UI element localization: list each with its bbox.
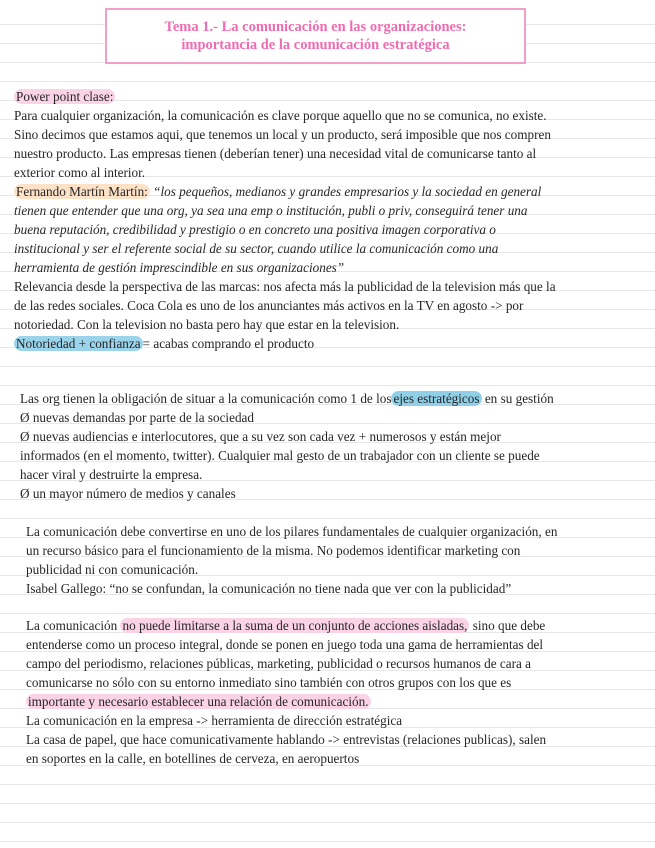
ejes-highlight: ejes estratégicos	[393, 391, 480, 406]
text-segment: La comunicación	[26, 618, 121, 633]
text-line: notoriedad. Con la television no basta pero hay que estar en la television.	[14, 317, 400, 332]
text-line: Sino decimos que estamos aqui, que tenemos un local y un producto, será imposible que nos compren	[14, 127, 551, 142]
section-strategic-axes	[20, 389, 554, 503]
text-line: entenderse como un proceso integral, donde se ponen en juego toda una gama de herramientas del	[26, 637, 544, 652]
section-pillars	[26, 522, 557, 598]
quote-text: institucional y ser el referente social de su sector, cuando utilice la comunicación como una	[14, 241, 499, 256]
text-line: Para cualquier organización, la comunicación es clave porque aquello que no se comunica, no existe.	[14, 108, 547, 123]
text-line: en soportes en la calle, en botellines de cerveza, en aeropuertos	[26, 751, 360, 766]
text-line: exterior como al interior.	[14, 165, 146, 180]
acciones-highlight: no puede limitarse a la suma de un conjunto de acciones aisladas,	[122, 618, 468, 633]
quote-text: “los pequeños, medianos y grandes empresarios y la sociedad en general	[149, 184, 542, 199]
bullet-item: hacer viral y destruirte la empresa.	[20, 467, 203, 482]
bullet-item: informados (en el momento, twitter). Cualquier mal gesto de un trabajador con un cliente se puede	[20, 448, 540, 463]
relacion-highlight: importante y necesario establecer una relación de comunicación.	[28, 694, 369, 709]
intro-text: Las org tienen la obligación de situar a la comunicación como 1 de los	[20, 391, 392, 406]
bullet-item: Ø nuevas demandas por parte de la sociedad	[20, 410, 254, 425]
text-line: publicidad ni con comunicación.	[26, 562, 199, 577]
text-line: campo del periodismo, relaciones públicas, marketing, publicidad o recursos humanos de cara a	[26, 656, 531, 671]
formula-rest: = acabas comprando el producto	[142, 336, 315, 351]
text-line: un recurso básico para el funcionamiento de la misma. No podemos identificar marketing con	[26, 543, 521, 558]
bullet-item: Ø nuevas audiencias e interlocutores, que a su vez son cada vez + numerosos y están mejor	[20, 429, 501, 444]
text-line: La casa de papel, que hace comunicativamente hablando -> entrevistas (relaciones publicas), salen	[26, 732, 547, 747]
title-box	[105, 8, 526, 64]
text-line: de las redes sociales. Coca Cola es uno de los anunciantes más activos en la TV en agosto -> por	[14, 298, 524, 313]
quote-author: Fernando Martín Martín:	[16, 184, 148, 199]
text-segment: sino que debe	[469, 618, 546, 633]
text-line: comunicarse no sólo con su entorno inmediato sino también con otros grupos con los que es	[26, 675, 512, 690]
section-heading: Power point clase:	[16, 89, 114, 104]
formula-highlight: Notoriedad + confianza	[16, 336, 141, 351]
bullet-item: Ø un mayor número de medios y canales	[20, 486, 236, 501]
text-line: La comunicación debe convertirse en uno de los pilares fundamentales de cualquier organización, en	[26, 524, 558, 539]
title-line-1: Tema 1.- La comunicación en las organizaciones:	[164, 19, 467, 35]
text-line: Relevancia desde la perspectiva de las marcas: nos afecta más la publicidad de la television más que la	[14, 279, 556, 294]
text-line: La comunicación en la empresa -> herramienta de dirección estratégica	[26, 713, 403, 728]
intro-text-end: en su gestión	[481, 391, 554, 406]
text-line: nuestro producto. Las empresas tienen (deberían tener) una necesidad vital de comunicarse tanto al	[14, 146, 537, 161]
section-integral-process	[26, 616, 546, 768]
quote-text: buena reputación, credibilidad y prestigio o en concreto una positiva imagen corporativa o	[14, 222, 496, 237]
quote-text: tienen que entender que una org, ya sea una emp o institución, publi o priv, conseguirá tener una	[14, 203, 528, 218]
title-line-2: importancia de la comunicación estratégica	[181, 37, 450, 53]
section-powerpoint	[14, 87, 556, 353]
text-line: Isabel Gallego: “no se confundan, la comunicación no tiene nada que ver con la publicidad”	[26, 581, 512, 596]
quote-text: herramienta de gestión imprescindible en sus organizaciones”	[14, 260, 345, 275]
